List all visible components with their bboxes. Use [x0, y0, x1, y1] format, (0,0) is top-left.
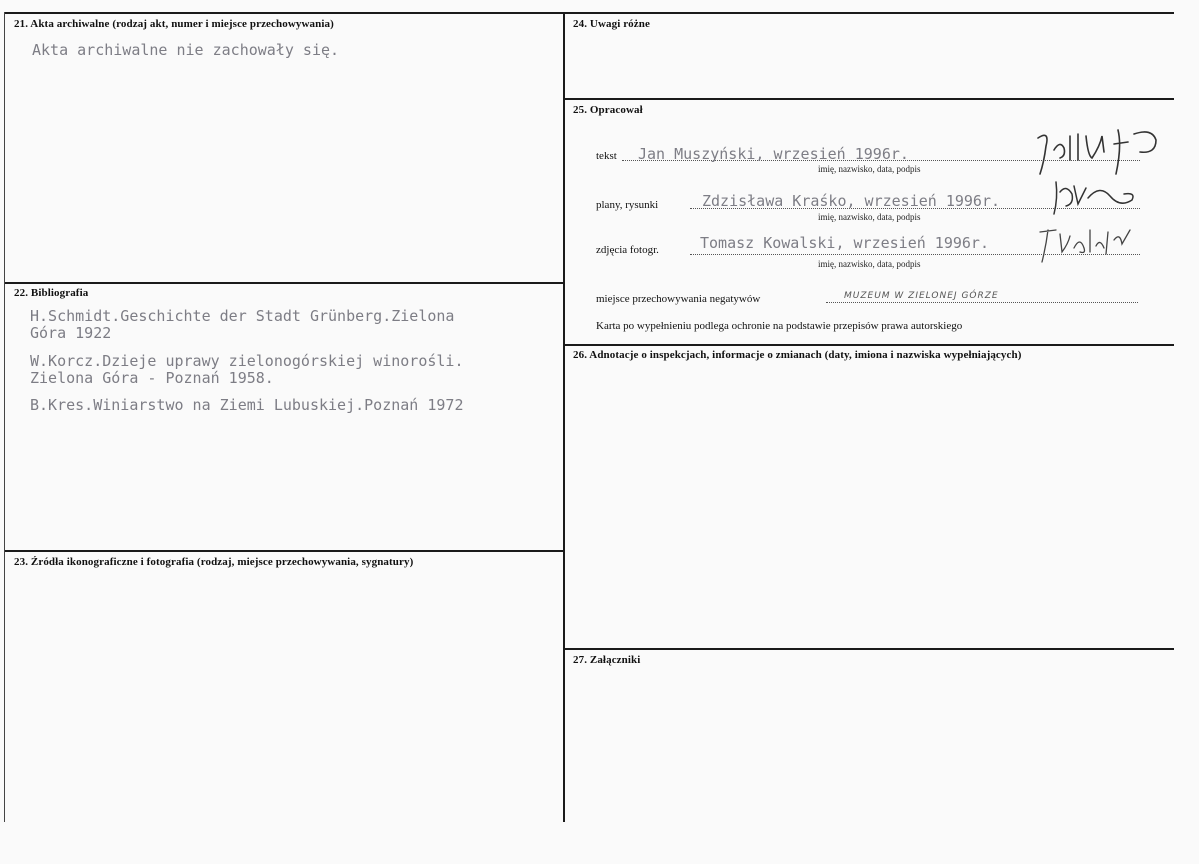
divider-26-27 [565, 648, 1174, 650]
section-24-header: 24. Uwagi różne [573, 18, 650, 30]
bibliography-entry-3: B.Kres.Winiarstwo na Ziemi Lubuskiej.Poznań 1972 [30, 396, 464, 414]
section-23-header: 23. Źródła ikonograficzne i fotografia (rodzaj, miejsce przechowywania, sygnatury) [14, 556, 414, 568]
top-border-line [4, 12, 1174, 14]
copyright-note: Karta po wypełnieniu podlega ochronie na podstawie przepisów prawa autorskiego [596, 320, 963, 332]
section-21-header: 21. Akta archiwalne (rodzaj akt, numer i miejsce przechowywania) [14, 18, 334, 30]
bibliography-entry-1: H.Schmidt.Geschichte der Stadt Grünberg.Zielona [30, 307, 455, 325]
tekst-caption: imię, nazwisko, data, podpis [818, 164, 921, 174]
bibliography-entry-2-cont: Zielona Góra - Poznań 1958. [30, 369, 274, 387]
zdjecia-value: Tomasz Kowalski, wrzesień 1996r. [700, 234, 989, 252]
bibliography-entry-2: W.Korcz.Dzieje uprawy zielonogórskiej winorośli. [30, 352, 464, 370]
left-border-line [4, 12, 5, 822]
plany-value: Zdzisława Kraśko, wrzesień 1996r. [702, 192, 1001, 210]
bibliography-entry-1-cont: Góra 1922 [30, 324, 112, 342]
signature-tekst [1030, 126, 1180, 180]
section-22-header: 22. Bibliografia [14, 287, 89, 299]
tekst-label: tekst [596, 150, 617, 162]
divider-21-22 [5, 282, 563, 284]
negatywy-label: miejsce przechowywania negatywów [596, 293, 761, 305]
divider-22-23 [5, 550, 563, 552]
signature-plany [1050, 178, 1140, 218]
section-26-header: 26. Adnotacje o inspekcjach, informacje o zmianach (daty, imiona i nazwiska wypełniających) [573, 349, 1022, 361]
signature-zdjecia [1034, 222, 1144, 266]
negatywy-value: MUZEUM W ZIELONEJ GÓRZE [844, 291, 999, 301]
plany-label: plany, rysunki [596, 199, 659, 211]
section-27-header: 27. Załączniki [573, 654, 641, 666]
divider-25-26 [565, 344, 1174, 346]
tekst-value: Jan Muszyński, wrzesień 1996r. [638, 145, 909, 163]
zdjecia-caption: imię, nazwisko, data, podpis [818, 259, 921, 269]
center-divider-line [563, 12, 565, 822]
plany-caption: imię, nazwisko, data, podpis [818, 212, 921, 222]
section-25-header: 25. Opracował [573, 104, 643, 116]
divider-24-25 [565, 98, 1174, 100]
section-21-content: Akta archiwalne nie zachowały się. [32, 41, 340, 59]
negatywy-dotted-line [826, 302, 1138, 303]
zdjecia-label: zdjęcia fotogr. [596, 244, 659, 256]
